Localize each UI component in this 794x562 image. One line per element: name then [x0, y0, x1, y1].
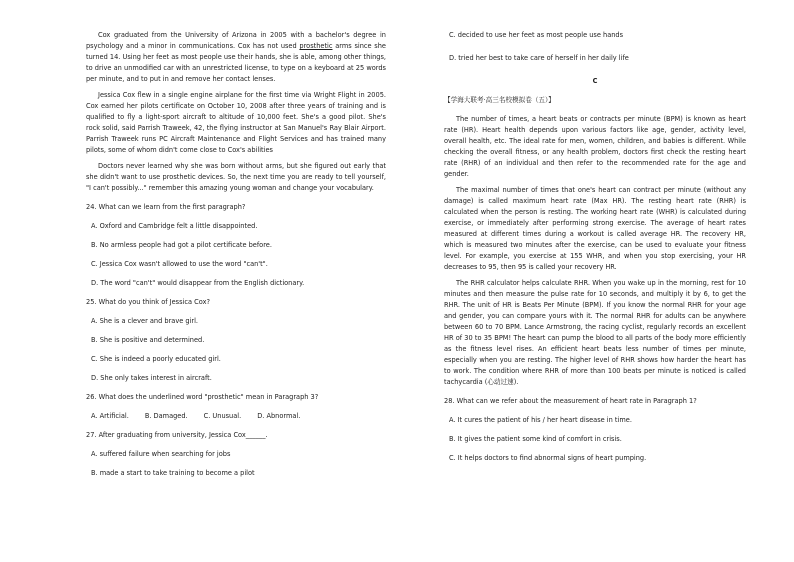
- question-27-stem: 27. After graduating from university, Jessica Cox______.: [86, 431, 268, 439]
- q28-option-a: A. It cures the patient of his / her heart disease in time.: [449, 416, 632, 424]
- q25-option-c: C. She is indeed a poorly educated girl.: [91, 355, 221, 363]
- question-25-stem: 25. What do you think of Jessica Cox?: [86, 298, 210, 306]
- q24-option-b: B. No armless people had got a pilot certificate before.: [91, 241, 272, 249]
- q26-option-c: C. Unusual.: [203, 412, 242, 420]
- q26-option-a: A. Artificial.: [91, 412, 129, 420]
- question-24-stem: 24. What can we learn from the first paragraph?: [86, 203, 246, 211]
- paragraph-text: arms since she turned 14. Using her feet as most people use their hands, she is able, among other things, to drive an unmodified car with an unrestricted license, to type on a keyboard at 25 words per minute, and to put in and remove her contact lenses.: [86, 42, 386, 83]
- passage-paragraph-1: [86, 30, 386, 85]
- q26-option-b: B. Damaged.: [144, 412, 188, 420]
- q25-option-b: B. She is positive and determined.: [91, 336, 205, 344]
- q27-option-d: D. tried her best to take care of herself in her daily life: [449, 54, 629, 62]
- q27-option-c: C. decided to use her feet as most people use hands: [449, 31, 624, 39]
- right-column: [444, 30, 746, 472]
- q24-option-a: A. Oxford and Cambridge felt a little disappointed.: [91, 222, 258, 230]
- q27-option-a: A. suffered failure when searching for jobs: [91, 450, 231, 458]
- q26-options: [91, 411, 386, 422]
- passage-c-paragraph-1: The number of times, a heart beats or contracts per minute (BPM) is known as heart rate (HR). Heart health depends upon various factors like age, gender, activity level, overall health, etc. The ideal rate for men, women, children, and babies is different. While checking the overall fitness, or any health problem, doctors first check the resting heart rate (RHR) of an individual and then refer to the recommended rate for the age and gender.: [444, 115, 746, 178]
- q28-option-c: C. It helps doctors to find abnormal signs of heart pumping.: [449, 454, 647, 462]
- left-column: [86, 30, 386, 487]
- passage-paragraph-3: Doctors never learned why she was born without arms, but she figured out early that she didn't want to use prosthetic devices. So, the next time you are ready to tell yourself, "I can't possibly..." remember this amazing young woman and change your vocabulary.: [86, 162, 386, 192]
- section-heading: C: [592, 77, 598, 85]
- paragraph-text: Cox graduated from the University of Arizona in 2005 with a bachelor's degree in psychology and a minor in communications. Cox has not used: [86, 31, 386, 50]
- question-28-stem: 28. What can we refer about the measurement of heart rate in Paragraph 1?: [444, 397, 697, 405]
- source-label: 【学海大联考·高三名校模拟卷（五）】: [444, 96, 555, 104]
- underlined-word: prosthetic: [299, 42, 333, 50]
- q24-option-d: D. The word "can't" would disappear from the English dictionary.: [91, 279, 305, 287]
- passage-c-paragraph-3: The RHR calculator helps calculate RHR. When you wake up in the morning, rest for 10 minutes and then measure the pulse rate for 10 seconds, and multiply it by 6, to get the RHR. The unit of HR is Beats Per Minute (BPM). If you know the normal RHR for your age and gender, you can compare yours with it. The normal RHR for adults can be anywhere between 60 to 70 BPM. Lance Armstrong, the racing cyclist, regularly records an excellent HR of 30 to 35 BPM! The heart can pump the blood to all parts of the body more efficiently as the fitness level rises. An efficient heart beats less number of times per minute, especially when you are resting. The higher level of RHR shows how harder the heart has to work. The condition where RHR of more than 100 beats per minute is noticed is called tachycardia (心动过速).: [444, 279, 746, 386]
- q24-option-c: C. Jessica Cox wasn't allowed to use the word "can't".: [91, 260, 268, 268]
- passage-paragraph-2: Jessica Cox flew in a single engine airplane for the first time via Wright Flight in 2005. Cox earned her pilots certificate on October 10, 2008 after three years of training and is qualified to fly a light-sport aircraft to altitude of 10,000 feet. She's a good pilot. She's rock solid, said Parrish Traweek, 42, the flying instructor at San Manuel's Ray Blair Airport. Parrish Traweek runs PC Aircraft Maintenance and Flight Services and has trained many pilots, some of whom didn't come close to Cox's abilities: [86, 91, 386, 154]
- passage-c-paragraph-2: The maximal number of times that one's heart can contract per minute (without any damage) is called maximum heart rate (Max HR). The resting heart rate (RHR) is calculated when the person is resting. The working heart rate (WHR) is calculated during exercise, or immediately after performing strong exercise. The average of heart rates measured at different times during a workout is called average HR. The recovery HR, which is measured two minutes after the exercise, can be used to evaluate your fitness level. For example, you exercise at 155 WHR, and when you stop exercising, your HR decreases to 95, then 95 is called your recovery HR.: [444, 186, 746, 271]
- q26-option-d: D. Abnormal.: [257, 412, 301, 420]
- q25-option-d: D. She only takes interest in aircraft.: [91, 374, 212, 382]
- q25-option-a: A. She is a clever and brave girl.: [91, 317, 199, 325]
- question-26-stem: 26. What does the underlined word "prosthetic" mean in Paragraph 3?: [86, 393, 319, 401]
- q28-option-b: B. It gives the patient some kind of comfort in crisis.: [449, 435, 622, 443]
- q27-option-b: B. made a start to take training to become a pilot: [91, 469, 255, 477]
